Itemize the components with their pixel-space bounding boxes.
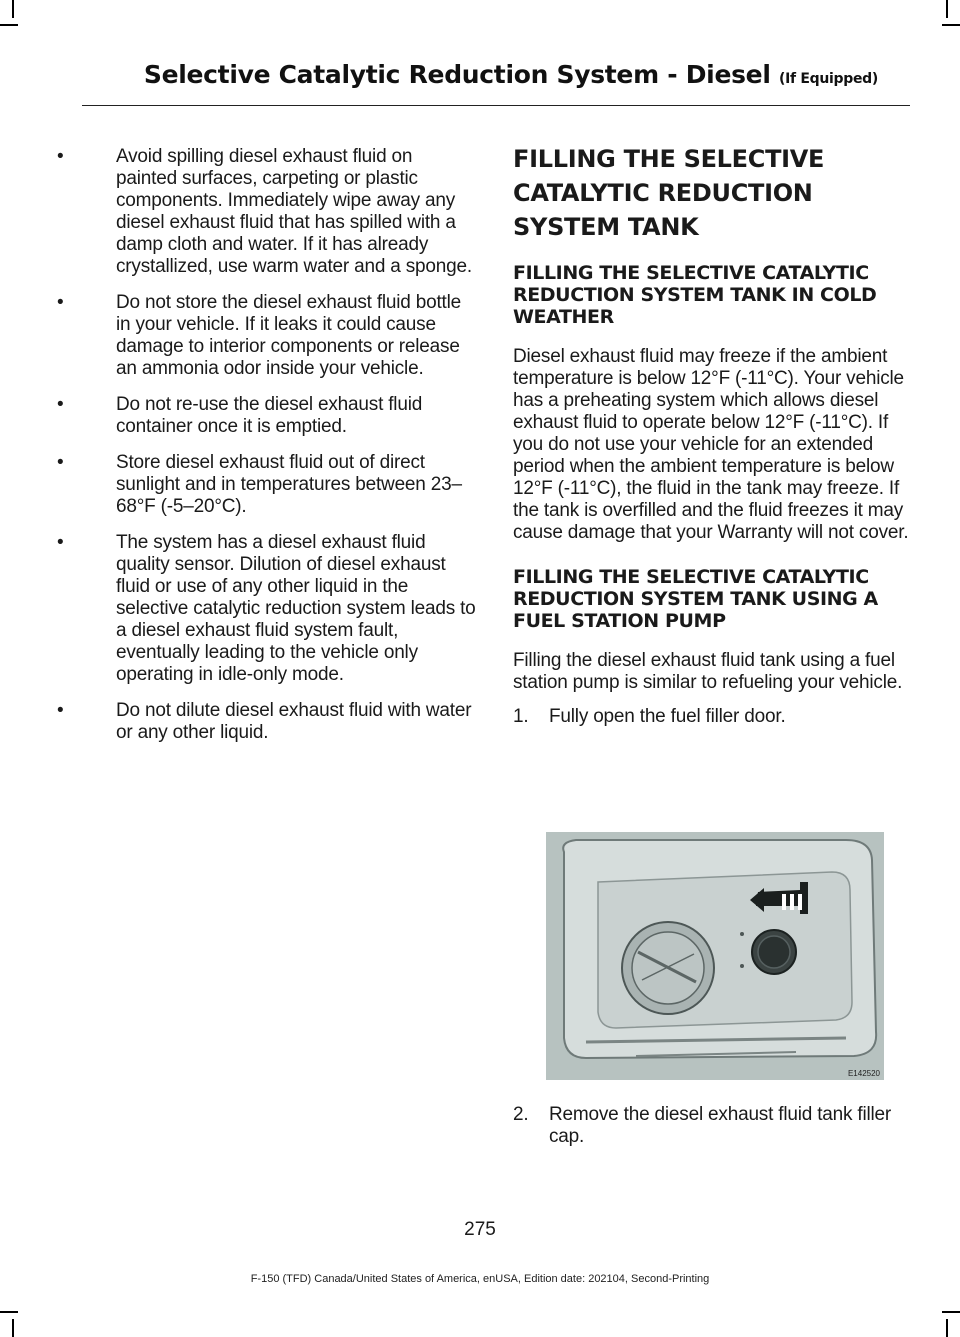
page-number: 275 <box>464 1219 496 1240</box>
step-number: 2. <box>513 1104 529 1125</box>
bullet-icon: • <box>57 700 64 721</box>
bullet-icon: • <box>57 292 64 313</box>
main-heading: FILLING THE SELECTIVE CATALYTIC REDUCTION SYSTEM TANK <box>513 145 825 241</box>
right-column <box>513 144 913 728</box>
crop-mark <box>0 24 18 26</box>
bullet-icon: • <box>57 452 64 473</box>
fuel-pump-heading: FILLING THE SELECTIVE CATALYTIC REDUCTION SYSTEM TANK USING A FUEL STATION PUMP <box>513 566 878 632</box>
list-item: • Do not store the diesel exhaust fluid bottle in your vehicle. If it leaks it could cause damage to interior components or release an ammonia odor inside your vehicle. <box>57 292 462 379</box>
fuel-filler-door-illustration <box>546 832 884 1080</box>
step-number: 1. <box>513 706 529 727</box>
list-item: • Store diesel exhaust fluid out of direct sunlight and in temperatures between 23–68°F (-5–20°C). <box>57 452 462 517</box>
cold-weather-heading: FILLING THE SELECTIVE CATALYTIC REDUCTION SYSTEM TANK IN COLD WEATHER <box>513 262 877 328</box>
list-item: • Avoid spilling diesel exhaust fluid on painted surfaces, carpeting or plastic components. Immediately wipe away any diesel exhaust fluid that has spilled with a damp cloth and water. If it has already crystallized, use warm water and a sponge. <box>57 146 472 277</box>
list-item: • The system has a diesel exhaust fluid quality sensor. Dilution of diesel exhaust fluid or use of any other liquid in the selective catalytic reduction system leads to a diesel exhaust fluid system fault, eventually leading to the vehicle only operating in idle-only mode. <box>57 532 476 685</box>
crop-mark <box>942 24 960 26</box>
step-text: Fully open the fuel filler door. <box>549 706 786 727</box>
header-title-suffix: (If Equipped) <box>779 71 878 87</box>
crop-mark <box>12 1319 14 1337</box>
crop-mark <box>946 1319 948 1337</box>
crop-mark <box>942 1311 960 1313</box>
page-header-title <box>144 60 878 89</box>
filler-door-image <box>546 832 884 1080</box>
list-item: • Do not dilute diesel exhaust fluid with water or any other liquid. <box>57 700 472 743</box>
fuel-pump-paragraph: Filling the diesel exhaust fluid tank using a fuel station pump is similar to refueling your vehicle. <box>513 650 903 693</box>
step-2 <box>513 1104 913 1148</box>
bullet-icon: • <box>57 394 64 415</box>
step-text: Remove the diesel exhaust fluid tank filler cap. <box>549 1104 892 1147</box>
crop-mark <box>0 1311 18 1313</box>
precautions-list <box>57 146 477 744</box>
step-1 <box>513 706 913 728</box>
left-column <box>57 146 477 758</box>
cold-weather-paragraph: Diesel exhaust fluid may freeze if the ambient temperature is below 12°F (-11°C). Your vehicle has a preheating system which allows diesel exhaust fluid to operate below 12°F (-11°C). If you do not use your vehicle for an extended period when the ambient temperature is below 12°F (-11°C), the fluid in the tank may freeze. If the tank is overfilled and the fluid freezes it may cause damage that your Warranty will not cover. <box>513 346 909 543</box>
bullet-icon: • <box>57 146 64 167</box>
header-divider <box>82 105 910 106</box>
header-title-main: Selective Catalytic Reduction System - Diesel <box>143 60 771 89</box>
list-item: • Do not re-use the diesel exhaust fluid container once it is emptied. <box>57 394 423 437</box>
figure-code: E142520 <box>847 1069 880 1078</box>
bullet-icon: • <box>57 532 64 553</box>
crop-mark <box>946 0 948 18</box>
crop-mark <box>12 0 14 18</box>
page-footer: F-150 (TFD) Canada/United States of America, enUSA, Edition date: 202104, Second-Printing <box>250 1273 710 1285</box>
